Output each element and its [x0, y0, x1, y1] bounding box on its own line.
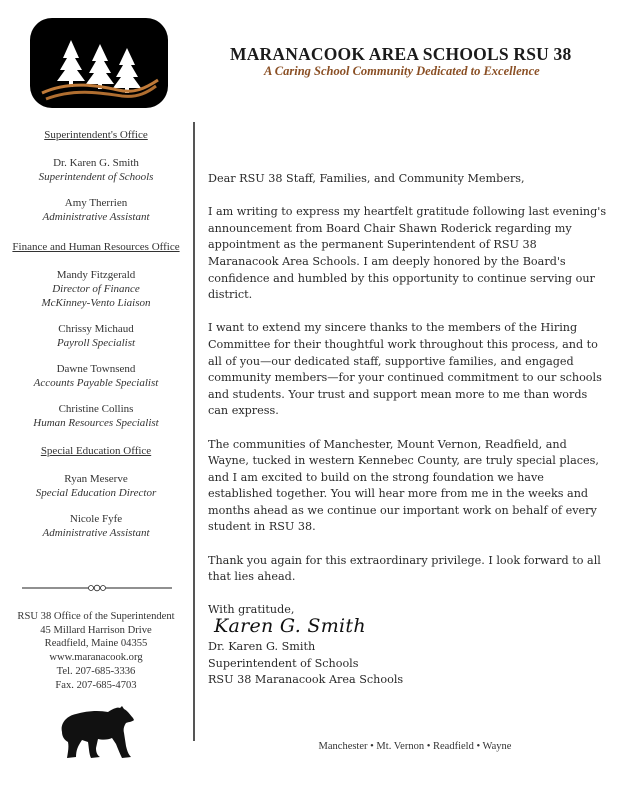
school-name-title: MARANACOOK AREA SCHOOLS RSU 38 [230, 44, 572, 64]
staff-role: Accounts Payable Specialist [33, 377, 159, 389]
closing: With gratitude, [208, 603, 295, 617]
fax: Fax. 207-685-4703 [55, 679, 137, 691]
staff-entry [0, 362, 192, 390]
staff-name: Mandy Fitzgerald [56, 269, 136, 281]
staff-entry [0, 402, 192, 430]
staff-entry [0, 472, 192, 500]
signer-organization: RSU 38 Maranacook Area Schools [208, 673, 404, 687]
staff-directory-sidebar [0, 128, 192, 540]
staff-role: Administrative Assistant [42, 211, 150, 223]
signer-name: Dr. Karen G. Smith [208, 640, 316, 654]
staff-entry [0, 196, 192, 224]
staff-name: Nicole Fyfe [69, 513, 123, 525]
staff-role: Director of Finance [52, 283, 140, 295]
bear-icon [56, 702, 136, 762]
staff-name: Christine Collins [58, 403, 134, 415]
footer-towns: Manchester • Mt. Vernon • Readfield • Wayne [318, 741, 512, 752]
staff-name: Chrissy Michaud [58, 323, 134, 335]
staff-role: Special Education Director [35, 487, 157, 499]
staff-role: Human Resources Specialist [33, 417, 159, 429]
pine-trees-logo-icon [30, 18, 168, 108]
section-heading-finance-hr-office: Finance and Human Resources Office [12, 241, 180, 253]
staff-role: McKinney-Vento Liaison [41, 297, 151, 309]
street-address: 45 Millard Harrison Drive [40, 624, 152, 636]
salutation: Dear RSU 38 Staff, Families, and Community Members, [208, 172, 525, 185]
ornamental-divider [22, 578, 172, 588]
paragraph: The communities of Manchester, Mount Vernon, Readfield, and Wayne, tucked in western Kennebec County, are truly special places, and I am excited to build on the strong foundation we have established together. You will hear more from me in the weeks and months ahead as we continue our important work on behalf of every student in RSU 38. [208, 437, 599, 534]
staff-name: Ryan Meserve [64, 473, 128, 485]
vertical-divider [193, 122, 195, 741]
office-address-block [0, 610, 192, 692]
staff-entry [0, 156, 192, 184]
paragraph: I want to extend my sincere thanks to the members of the Hiring Committee for their thoughtful work throughout this process, and to all of you—our dedicated staff, supportive families, and engaged community members—for your continued commitment to our schools and students. Your trust and support mean more to me than words can express. [208, 321, 602, 418]
office-name: RSU 38 Office of the Superintendent [17, 611, 175, 622]
staff-name: Amy Therrien [64, 197, 128, 209]
letter-body [208, 171, 608, 689]
staff-entry [0, 512, 192, 540]
staff-name: Dawne Townsend [56, 363, 136, 375]
telephone: Tel. 207-685-3336 [56, 665, 136, 677]
staff-entry [0, 322, 192, 350]
staff-role: Administrative Assistant [42, 527, 150, 539]
paragraph: Thank you again for this extraordinary privilege. I look forward to all that lies ahead. [208, 553, 601, 584]
staff-name: Dr. Karen G. Smith [53, 157, 139, 169]
staff-role: Superintendent of Schools [38, 171, 154, 183]
school-tagline: A Caring School Community Dedicated to Excellence [264, 64, 540, 78]
paragraph: I am writing to express my heartfelt gratitude following last evening's announcement from Board Chair Shawn Roderick regarding my appointment as the permanent Superintendent of RSU 38 Maranacook Area Schools. I am deeply honored by the Board's confidence and humbled by this opportunity to continue serving our district. [208, 205, 607, 302]
website-link[interactable]: www.maranacook.org [49, 652, 143, 664]
staff-role: Payroll Specialist [56, 337, 136, 349]
city-state-zip: Readfield, Maine 04355 [44, 638, 148, 650]
signature-block [208, 639, 608, 689]
signer-title: Superintendent of Schools [208, 656, 359, 670]
section-heading-superintendent-office: Superintendent's Office [44, 129, 148, 141]
handwritten-signature: Karen G. Smith [214, 615, 366, 638]
staff-entry [0, 268, 192, 310]
section-heading-special-education-office: Special Education Office [40, 445, 152, 457]
